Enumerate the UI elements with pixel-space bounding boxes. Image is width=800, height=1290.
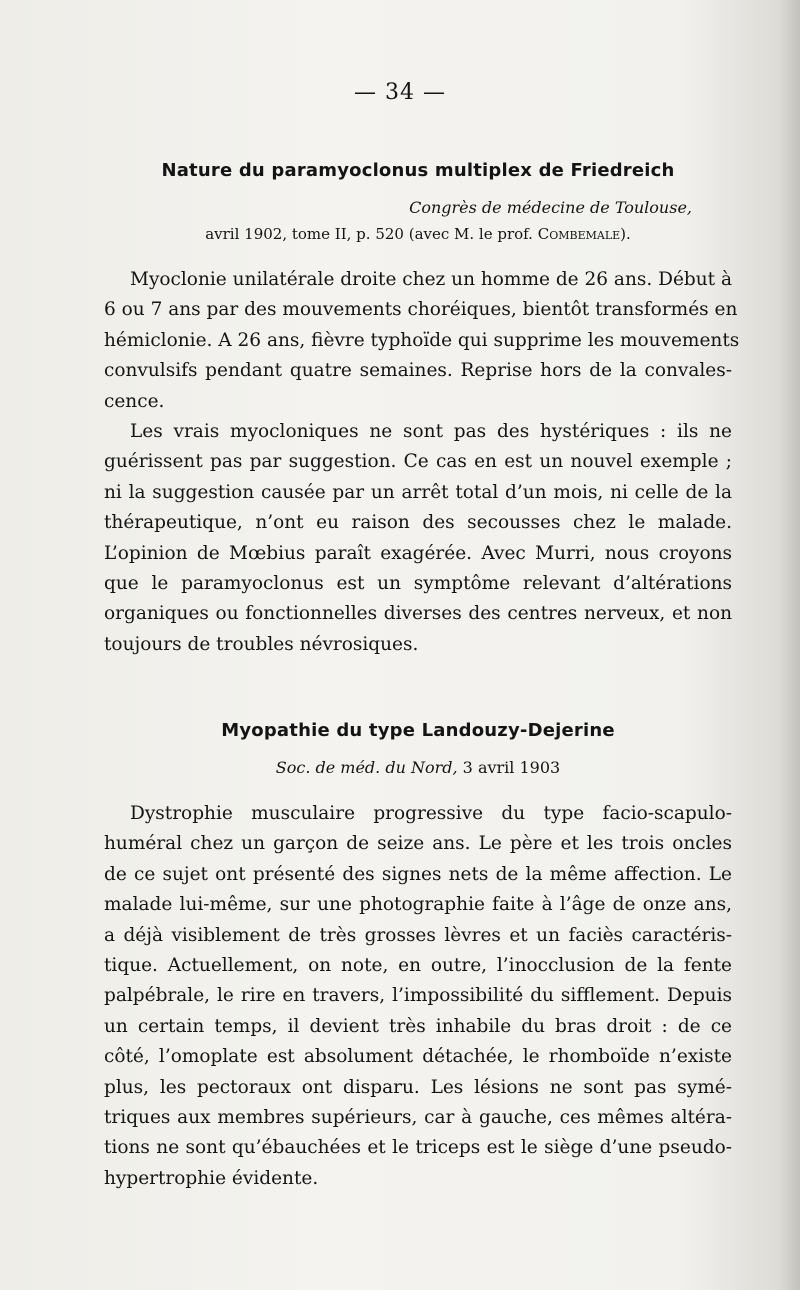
page-number: — 34 — [354,80,446,105]
text-line: plus, les pectoraux ont disparu. Les lésions ne sont pas symé- [104,1076,732,1098]
section-title: Nature du paramyoclonus multiplex de Friedreich [161,160,675,181]
page-edge-shadow [778,0,800,1290]
text-line: que le paramyoclonus est un symptôme relevant d’altérations [104,573,732,595]
text-line: guérissent pas par suggestion. Ce cas en est un nouvel exemple ; [104,451,732,473]
text-line: tions ne sont qu’ébauchées et le triceps est le siège d’une pseudo- [104,1137,732,1159]
paragraph [104,265,740,417]
paragraph [104,799,732,1194]
reference-date: 3 avril 1903 [457,758,561,777]
text-line: malade lui-même, sur une photographie faite à l’âge de onze ans, [104,894,732,916]
text-line: hypertrophie évidente. [104,1167,319,1189]
text-line: organiques ou fonctionnelles diverses des centres nerveux, et non [104,603,732,625]
section-myopathie [104,720,732,1194]
section-paramyoclonus [104,160,740,660]
text-line: thérapeutique, n’ont eu raison des secousses chez le malade. [104,512,732,534]
text-line: a déjà visiblement de très grosses lèvres et un faciès caractéris- [104,924,732,946]
text-line: toujours de troubles névrosiques. [104,633,419,655]
text-line: cence. [104,390,165,412]
text-line: Les vrais myocloniques ne sont pas des hystériques : ils ne [130,421,732,443]
text-line: un certain temps, il devient très inhabile du bras droit : de ce [104,1015,732,1037]
text-line: Dystrophie musculaire progressive du type facio-scapulo- [130,803,732,824]
text-line: convulsifs pendant quatre semaines. Reprise hors de la convales- [104,360,732,382]
text-line: de ce sujet ont présenté des signes nets de la même affection. Le [104,863,732,885]
text-line: L’opinion de Mœbius paraît exagérée. Avec Murri, nous croyons [104,542,732,564]
text-line: hémiclonie. A 26 ans, fièvre typhoïde qui supprime les mouvements [104,329,740,351]
reference-source: Soc. de méd. du Nord, [275,758,458,777]
text-line: huméral chez un garçon de seize ans. Le père et les trois oncles [104,833,732,855]
reference-line: Congrès de médecine de Toulouse, [409,198,692,217]
author-name: Combemale [537,225,621,243]
text-line: 6 ou 7 ans par des mouvements choréiques, bientôt transformés en [104,299,738,321]
reference-text: avril 1902, tome II, p. 520 (avec M. le prof. [205,225,538,243]
text-line: triques aux membres supérieurs, car à gauche, ces mêmes altéra- [104,1107,732,1129]
section-title: Myopathie du type Landouzy-Dejerine [221,720,615,741]
text-line: Myoclonie unilatérale droite chez un homme de 26 ans. Début à [130,269,733,290]
paragraph [104,417,732,660]
reference-text: ). [620,225,631,243]
text-line: tique. Actuellement, on note, en outre, l’inocclusion de la fente [104,955,732,977]
reference-line [104,755,732,781]
text-line: ni la suggestion causée par un arrêt total d’un mois, ni celle de la [104,481,732,503]
text-line: côté, l’omoplate est absolument détachée, le rhomboïde n’existe [104,1046,732,1068]
reference-line [104,221,732,247]
text-line: palpébrale, le rire en travers, l’impossibilité du sifflement. Depuis [104,985,732,1007]
